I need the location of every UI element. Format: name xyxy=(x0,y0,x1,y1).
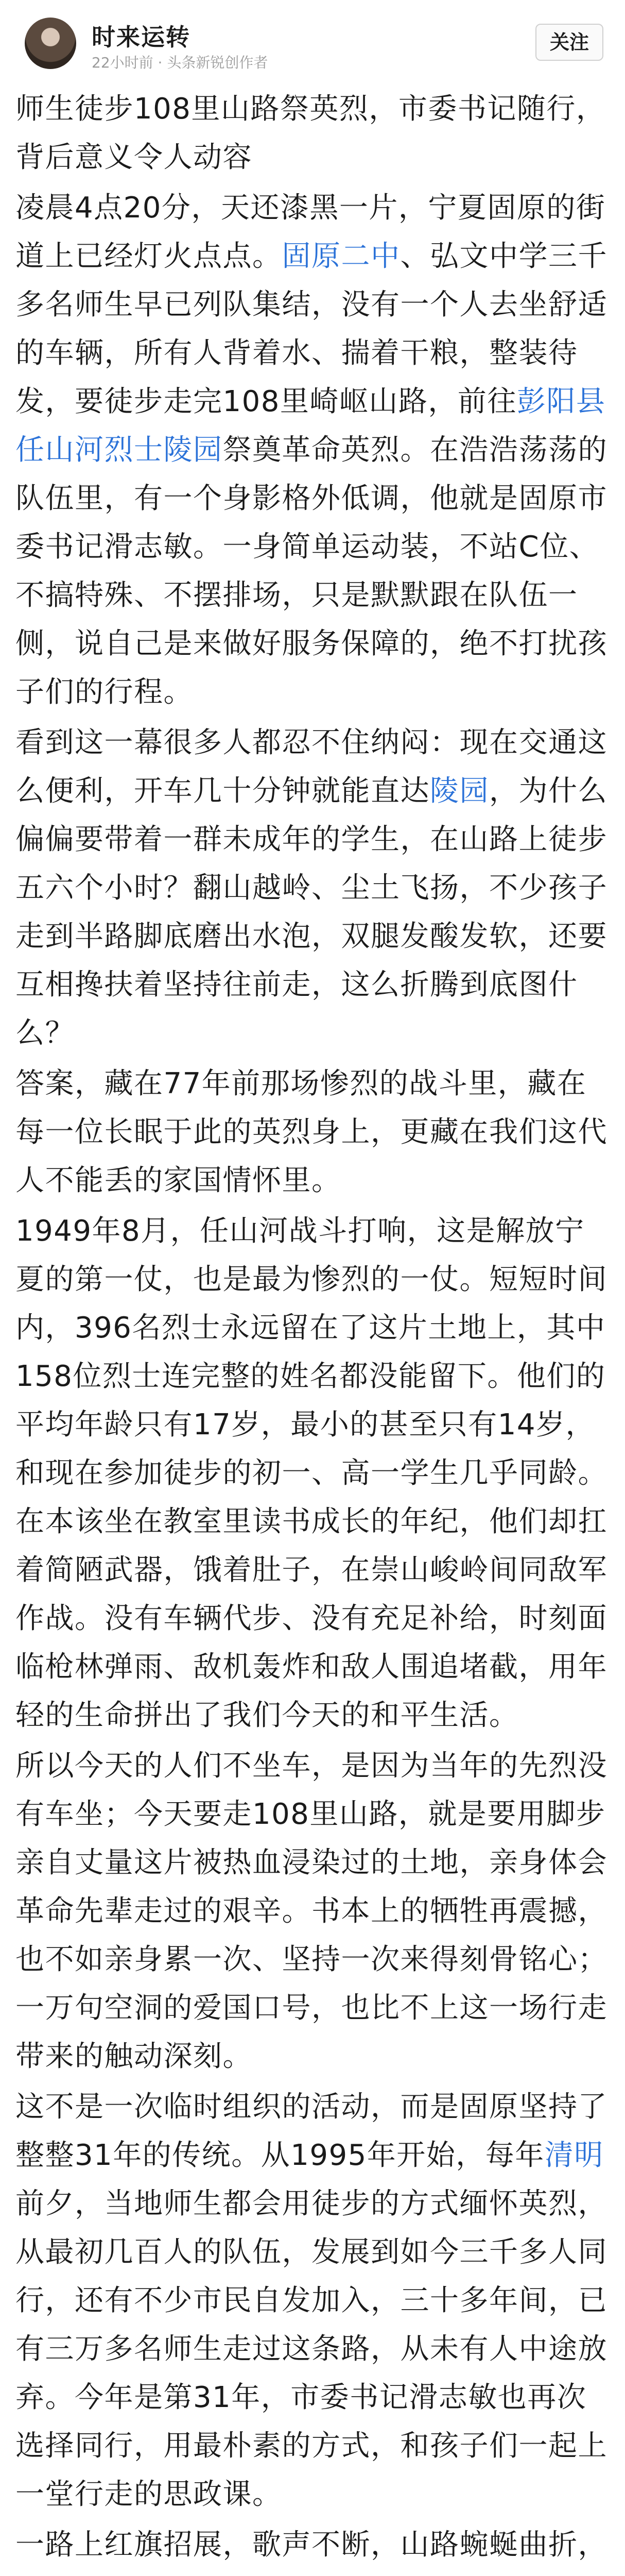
paragraph: 凌晨4点20分，天还漆黑一片，宁夏固原的街道上已经灯火点点。固原二中、弘文中学三千多名师生早已列队集结，没有一个人去坐舒适的车辆，所有人背着水、揣着干粮，整装待发，要徒步走完108里崎岖山路，前往彭阳县任山河烈士陵园祭奠革命英烈。在浩浩荡荡的队伍里，有一个身影格外低调，他就是固原市委书记滑志敏。一身简单运动装，不站C位、不搞特殊、不摆排场，只是默默跟在队伍一侧，说自己是来做好服务保障的，绝不打扰孩子们的行程。 xyxy=(15,191,607,709)
author-avatar[interactable] xyxy=(25,18,76,69)
link-qingming[interactable]: 清明 xyxy=(544,2139,604,2172)
article-title: 师生徒步108里山路祭英烈，市委书记随行，背后意义令人动容 xyxy=(15,92,606,174)
post-meta: 22小时前 · 头条新锐创作者 xyxy=(92,54,268,71)
author-name[interactable]: 时来运转 xyxy=(92,23,190,51)
article-header xyxy=(0,0,625,82)
paragraph: 这不是一次临时组织的活动，而是固原坚持了整整31年的传统。从1995年开始，每年清明前夕，当地师生都会用徒步的方式缅怀英烈，从最初几百人的队伍，发展到如今三千多人同行，还有不少市民自发加入，三十多年间，已有三万多名师生走过这条路，从未有人中途放弃。今年是第31年，市委书记滑志敏也再次选择同行，用最朴素的方式，和孩子们一起上一堂行走的思政课。 xyxy=(15,2090,607,2511)
article-body xyxy=(15,85,613,2576)
paragraph: 答案，藏在77年前那场惨烈的战斗里，藏在每一位长眠于此的英烈身上，更藏在我们这代人不能丢的家国情怀里。 xyxy=(15,1067,607,1197)
paragraph: 一路上红旗招展，歌声不断，山路蜿蜒曲折， xyxy=(15,2528,607,2562)
link-cemetery[interactable]: 彭阳县任山河烈士陵园 xyxy=(15,385,606,467)
paragraph: 所以今天的人们不坐车，是因为当年的先烈没有车坐；今天要走108里山路，就是要用脚步亲自丈量这片被热血浸染过的土地，亲身体会革命先辈走过的艰辛。书本上的牺牲再震撼，也不如亲身累一次、坚持一次来得刻骨铭心；一万句空洞的爱国口号，也比不上这一场行走带来的触动深刻。 xyxy=(15,1749,607,2073)
paragraph: 1949年8月，任山河战斗打响，这是解放宁夏的第一仗，也是最为惨烈的一仗。短短时间内，396名烈士永远留在了这片土地上，其中158位烈士连完整的姓名都没能留下。他们的平均年龄只有17岁，最小的甚至只有14岁，和现在参加徒步的初一、高一学生几乎同龄。在本该坐在教室里读书成长的年纪，他们却扛着简陋武器，饿着肚子，在崇山峻岭间同敌军作战。没有车辆代步、没有充足补给，时刻面临枪林弹雨、敌机轰炸和敌人围追堵截，用年轻的生命拼出了我们今天的和平生活。 xyxy=(15,1214,607,1732)
link-lingyuan[interactable]: 陵园 xyxy=(430,774,489,808)
follow-button[interactable]: 关注 xyxy=(535,24,603,61)
link-school[interactable]: 固原二中 xyxy=(282,240,401,273)
paragraph: 看到这一幕很多人都忍不住纳闷：现在交通这么便利，开车几十分钟就能直达陵园，为什么偏偏要带着一群未成年的学生，在山路上徒步五六个小时？翻山越岭、尘土飞扬，不少孩子走到半路脚底磨出水泡，双腿发酸发软，还要互相搀扶着坚持往前走，这么折腾到底图什么？ xyxy=(15,726,607,1050)
